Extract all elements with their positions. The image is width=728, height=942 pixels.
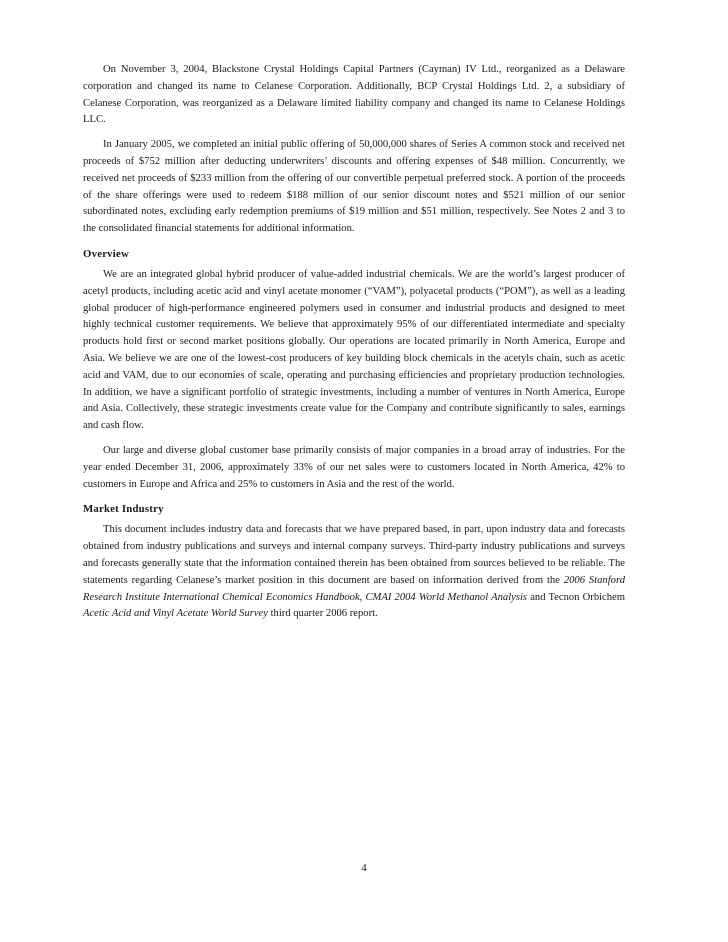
paragraph-overview-business: We are an integrated global hybrid producer of value-added industrial chemicals. We are the world’s largest producer of acetyl products, including acetic acid and vinyl acetate monomer (“VAM”), polyacetal products (“POM”), as well as a leading global producer of high-performance engineered polymers used in consumer and industrial products and designed to meet highly technical customer requirements. We believe that approximately 95% of our differentiated intermediate and specialty products hold first or second market positions globally. Our operations are located primarily in North America, Europe and Asia. We believe we are one of the lowest-cost producers of key building block chemicals in the acetyls chain, such as acetic acid and VAM, due to our economies of scale, operating and purchasing efficiencies and proprietary production technologies. In addition, we have a significant portfolio of strategic investments, including a number of ventures in North America, Europe and Asia. Collectively, these strategic investments create value for the Company and contribute significantly to sales, earnings and cash flow. <box>83 268 625 432</box>
paragraph-ipo: In January 2005, we completed an initial public offering of 50,000,000 shares of Series A common stock and received net proceeds of $752 million after deducting underwriters’ discounts and offering expenses of $48 million. Concurrently, we received net proceeds of $233 million from the offering of our convertible perpetual preferred stock. A portion of the proceeds of the share offerings were used to redeem $188 million of our senior discount notes and $521 million of our senior subordinated notes, excluding early redemption premiums of $19 million and $51 million, respectively. See Notes 2 and 3 to the consolidated financial statements for additional information. <box>83 139 625 235</box>
section-heading-market-industry: Market Industry <box>83 503 164 516</box>
paragraph-reorganization: On November 3, 2004, Blackstone Crystal Holdings Capital Partners (Cayman) IV Ltd., reorganized as a Delaware corporation and changed its name to Celanese Corporation. Additionally, BCP Crystal Holdings Ltd. 2, a subsidiary of Celanese Corporation, was reorganized as a Delaware limited liability company and changed its name to Celanese Holdings LLC. <box>83 64 625 126</box>
document-body <box>83 62 625 631</box>
source-title-sri-handbook: 2006 Stanford Research Institute International Chemical Economics Handbook <box>83 574 625 603</box>
source-title-cmai-methanol: CMAI 2004 World Methanol Analysis <box>365 591 528 603</box>
paragraph-overview-customers: Our large and diverse global customer base primarily consists of major companies in a broad array of industries. For the year ended December 31, 2006, approximately 33% of our net sales were to customers located in North America, 42% to customers in Europe and Africa and 25% to customers in Asia and the rest of the world. <box>83 444 625 490</box>
source-separator-2: and Tecnon Orbichem <box>527 591 626 603</box>
section-heading-overview: Overview <box>83 247 129 260</box>
market-industry-text-after: third quarter 2006 report. <box>267 608 378 620</box>
source-title-tecnon-survey: Acetic Acid and Vinyl Acetate World Survey <box>83 608 268 620</box>
source-separator-1: , <box>359 591 366 603</box>
page-number: 4 <box>361 863 367 874</box>
market-industry-text-before: This document includes industry data and forecasts that we have prepared based, in part, upon industry data and forecasts obtained from industry publications and surveys and internal company surveys. Third-party industry publications and surveys and forecasts generally state that the information contained therein has been obtained from sources believed to be reliable. The statements regarding Celanese’s market position in this document are based on information derived from the <box>83 524 625 586</box>
paragraph-market-industry <box>83 522 625 623</box>
